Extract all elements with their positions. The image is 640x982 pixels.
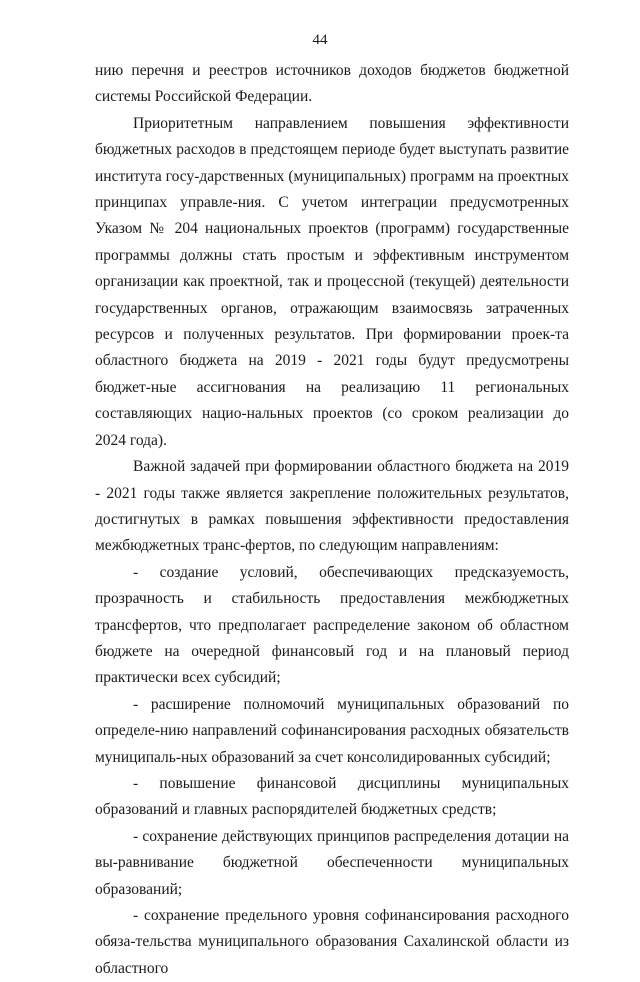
list-item-municipal-powers: - расширение полномочий муниципальных образований по определе-нию направлений софинансирования расходных обязательств муниципаль-ных образований за счет консолидированных субсидий; [95, 695, 569, 766]
paragraph-continuation: нию перечня и реестров источников доходов бюджетов бюджетной системы Российской Федерации. [95, 62, 569, 106]
page-number: 44 [312, 32, 328, 48]
list-item-financial-discipline: - повышение финансовой дисциплины муниципальных образований и главных распорядителей бюджетных средств; [95, 774, 569, 819]
paragraph-budget-efficiency: Приоритетным направлением повышения эффективности бюджетных расходов в предстоящем периоде будет выступать развитие института госу-дарственных (муниципальных) программ на проектных принципах управле-ния. С учетом интеграции предусмотренных Указом № 204 национальных проектов (программ) государственные программы должны стать простым и эффективным инструментом организации как проектной, так и процессной (текущей) деятельности государственных органов, отражающим взаимосвязь затраченных ресурсов и полученных результатов. При формировании проек-та областного бюджета на 2019 - 2021 годы будут предусмотрены бюджет-ные ассигнования на реализацию 11 региональных составляющих нацио-нальных проектов (со сроком реализации до 2024 года). [95, 114, 569, 449]
list-item-predictability: - создание условий, обеспечивающих предсказуемость, прозрачность и стабильность предоставления межбюджетных трансфертов, что предполагает распределение законом об областном бюджете на очередной финансовый год и на плановый период практически всех субсидий; [95, 563, 569, 687]
list-item-equalization-grant: - сохранение действующих принципов распределения дотации на вы-равнивание бюджетной обеспеченности муниципальных образований; [95, 827, 569, 898]
body-text [95, 58, 569, 982]
paragraph-intergovernmental-transfers: Важной задачей при формировании областного бюджета на 2019 - 2021 годы также является закрепление положительных результатов, достигнутых в рамках повышения эффективности предоставления межбюджетных транс-фертов, по следующим направлениям: [95, 458, 569, 555]
list-item-cofinancing-level: - сохранение предельного уровня софинансирования расходного обяза-тельства муниципального образования Сахалинской области из областного [95, 907, 569, 977]
